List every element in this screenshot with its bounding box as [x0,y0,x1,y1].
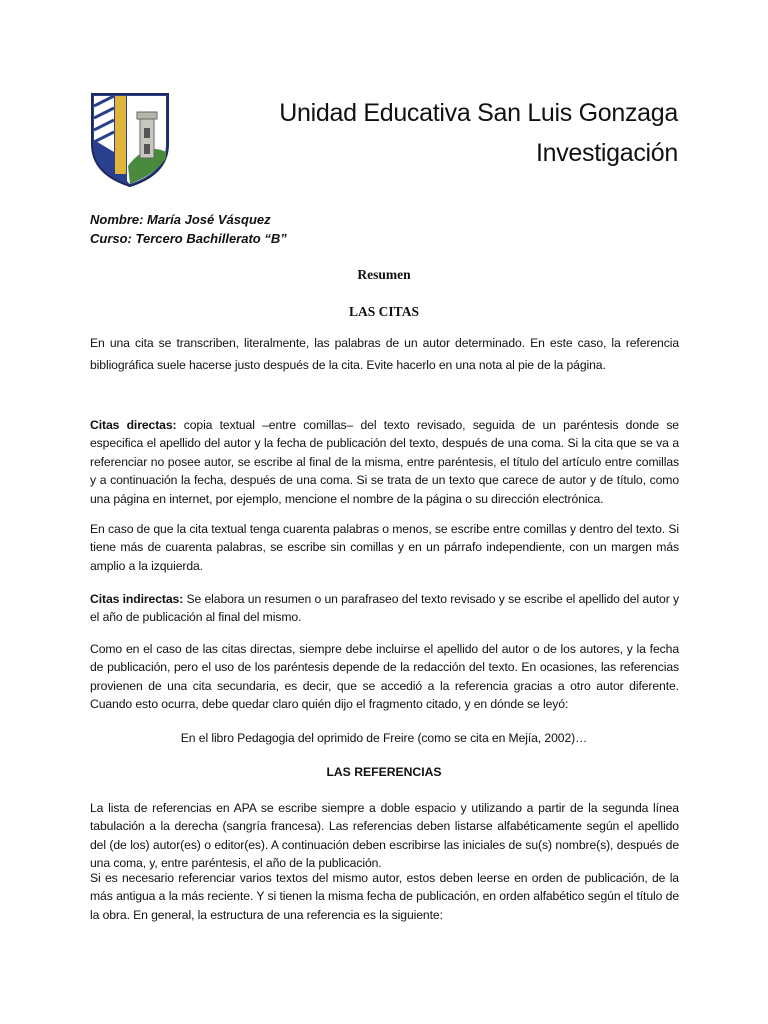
citas-directas-continuation: En caso de que la cita textual tenga cuarenta palabras o menos, se escribe entre comillas y dentro del texto. Si tiene más de cuarenta palabras, se escribe sin comillas y en un párrafo independiente, con un margen más amplio a la izquierda. [90,522,679,573]
school-crest-logo [90,92,170,188]
student-info [90,210,287,248]
referencias-heading: LAS REFERENCIAS [326,765,442,779]
citas-indirectas-label: Citas indirectas: [90,592,184,606]
student-course: Curso: Tercero Bachillerato “B” [90,231,287,246]
referencias-paragraph-1: La lista de referencias en APA se escribe siempre a doble espacio y utilizando a partir de la segunda línea tabulación a la derecha (sangría francesa). Las referencias deben listarse alfabéticamente según el apellido del (de los) autor(es) o editor(es). A continuación deben escribirse las iniciales de su(s) nombre(s), después de una coma, y, entre paréntesis, el año de la publicación. [90,801,679,871]
citas-directas-label: Citas directas: [90,418,177,432]
citas-indirectas-text: Se elabora un resumen o un parafraseo del texto revisado y se escribe el apellido del autor y el año de publicación al final del mismo. [90,592,679,625]
referencias-paragraph-2: Si es necesario referenciar varios textos del mismo autor, estos deben leerse en orden de publicación, de la más antigua a la más reciente. Y si tienen la misma fecha de publicación, en orden alfabético según el título de la obra. En general, la estructura de una referencia es la siguiente: [90,871,679,922]
citas-directas-text: copia textual –entre comillas– del texto revisado, seguida de un paréntesis donde se especifica el apellido del autor y la fecha de publicación del texto, después de una coma. Si la cita que se va a referenciar no posee autor, se escribe al final de la misma, entre paréntesis, el título del artículo entre comillas y a continuación la fecha, después de una coma. Si se trata de un texto que carece de autor y de título, como una página en internet, por ejemplo, mencione el nombre de la página o su dirección electrónica. [90,418,679,506]
citas-heading: LAS CITAS [349,304,419,319]
resumen-heading: Resumen [357,267,411,282]
citas-indirectas-paragraph [90,590,679,627]
intro-paragraph: En una cita se transcriben, literalmente, las palabras de un autor determinado. En este caso, la referencia bibliográfica suele hacerse justo después de la cita. Evite hacerlo en una nota al pie de la página. [90,336,679,372]
citas-directas-paragraph [90,416,679,508]
example-quote: En el libro Pedagogia del oprimido de Freire (como se cita en Mejía, 2002)… [180,731,588,745]
school-name-title: Unidad Educativa San Luis Gonzaga [279,99,678,127]
secondary-citation-paragraph: Como en el caso de las citas directas, siempre debe incluirse el apellido del autor o de los autores, y la fecha de publicación, pero el uso de los paréntesis depende de la redacción del texto. En ocasiones, las referencias provienen de una cita secundaria, es decir, que se accedió a la referencia gracias a otro autor diferente. Cuando esto ocurra, debe quedar claro quién dijo el fragmento citado, y en dónde se leyó: [90,642,679,712]
student-name: Nombre: María José Vásquez [90,212,271,227]
document-type-title: Investigación [535,139,678,167]
